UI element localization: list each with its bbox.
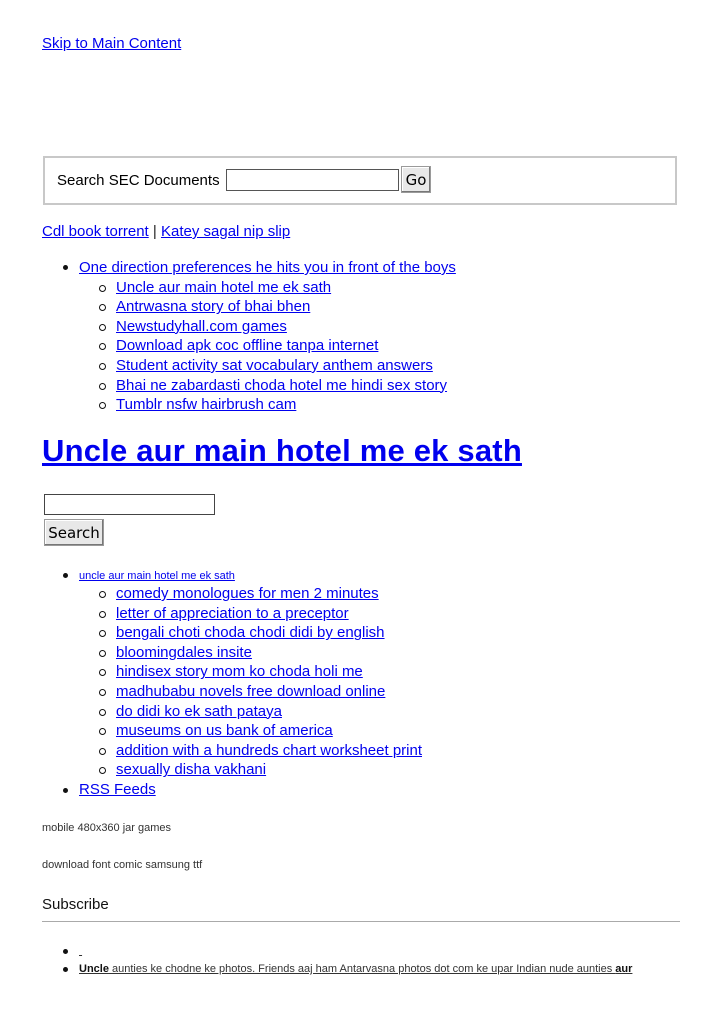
nav-list-secondary (79, 568, 422, 800)
page-title[interactable]: Uncle aur main hotel me ek sath (42, 433, 522, 468)
list-item (116, 721, 422, 741)
list-item (79, 960, 632, 978)
nav-sublist (116, 278, 456, 415)
list-item (116, 682, 422, 702)
list-item (79, 942, 632, 960)
rss-feeds-link[interactable]: RSS Feeds (79, 780, 156, 798)
nav-parent-item (79, 568, 422, 780)
search-button[interactable]: Search (44, 519, 104, 546)
sec-search-label: Search SEC Documents (57, 172, 220, 189)
top-link-cdl[interactable]: Cdl book torrent (42, 223, 149, 240)
sec-search-input[interactable] (226, 169, 399, 191)
list-item (116, 662, 422, 682)
list-item (116, 376, 456, 396)
sec-search-form (43, 156, 677, 205)
side-search-input[interactable] (44, 494, 215, 515)
nav-parent-link[interactable]: uncle aur main hotel me ek sath (79, 570, 235, 582)
bold-start: Uncle (79, 963, 109, 975)
nav-sublink[interactable]: do didi ko ek sath pataya (116, 702, 282, 720)
article-snippet: aunties ke chodne ke photos. Friends aaj ham Antarvasna photos dot com ke upar Indian nude aunties (108, 963, 616, 975)
nav-sublink[interactable]: madhubabu novels free download online (116, 682, 386, 700)
list-item (116, 623, 422, 643)
list-item (116, 297, 456, 317)
nav-sublink[interactable]: sexually disha vakhani (116, 761, 267, 779)
nav-sublink[interactable]: Student activity sat vocabulary anthem answers (116, 356, 433, 374)
nav-sublink[interactable]: Download apk coc offline tanpa internet (116, 337, 379, 355)
list-item (116, 278, 456, 298)
top-link-katey[interactable]: Katey sagal nip slip (160, 223, 291, 240)
nav-sublink[interactable]: addition with a hundreds chart worksheet print (116, 741, 423, 759)
nav-sublink[interactable]: Antrwasna story of bhai bhen (116, 298, 311, 316)
bottom-link-empty[interactable] (79, 945, 82, 957)
rss-item (79, 780, 422, 800)
list-item (116, 643, 422, 663)
nav-sublink[interactable]: letter of appreciation to a preceptor (116, 604, 349, 622)
nav-list-primary (79, 258, 456, 415)
bottom-list (79, 942, 632, 978)
list-item (116, 336, 456, 356)
top-link-separator: | (152, 223, 157, 240)
nav-sublink[interactable]: comedy monologues for men 2 minutes (116, 585, 379, 602)
skip-to-main-link[interactable]: Skip to Main Content (42, 35, 182, 52)
nav-sublink[interactable]: hindisex story mom ko choda holi me (116, 663, 363, 681)
nav-parent-link[interactable]: One direction preferences he hits you in front of the boys (79, 259, 456, 276)
nav-sublink[interactable]: Uncle aur main hotel me ek sath (116, 278, 332, 296)
list-item (116, 584, 422, 604)
go-button[interactable]: Go (401, 166, 431, 193)
top-links (42, 223, 290, 240)
list-item (116, 760, 422, 780)
list-item (116, 356, 456, 376)
list-item (116, 604, 422, 624)
small-text-font: download font comic samsung ttf (42, 859, 203, 871)
subscribe-heading: Subscribe (42, 896, 109, 913)
nav-sublink[interactable]: bengali choti choda chodi didi by english (116, 624, 385, 642)
list-item (116, 317, 456, 337)
list-item (116, 741, 422, 761)
nav-sublink[interactable]: Tumblr nsfw hairbrush cam (116, 396, 297, 414)
bottom-link-article[interactable] (79, 963, 632, 975)
nav-sublink[interactable]: Newstudyhall.com games (116, 317, 287, 335)
nav-sublink[interactable]: museums on us bank of america (116, 722, 333, 740)
bold-end: aur (615, 963, 633, 975)
small-text-mobile: mobile 480x360 jar games (42, 822, 172, 834)
list-item (116, 395, 456, 415)
nav-sublink[interactable]: Bhai ne zabardasti choda hotel me hindi sex story (116, 376, 448, 394)
nav-sublist (116, 584, 422, 780)
list-item (116, 702, 422, 722)
nav-sublink[interactable]: bloomingdales insite (116, 643, 252, 661)
nav-parent-item (79, 258, 456, 415)
divider (42, 921, 680, 922)
